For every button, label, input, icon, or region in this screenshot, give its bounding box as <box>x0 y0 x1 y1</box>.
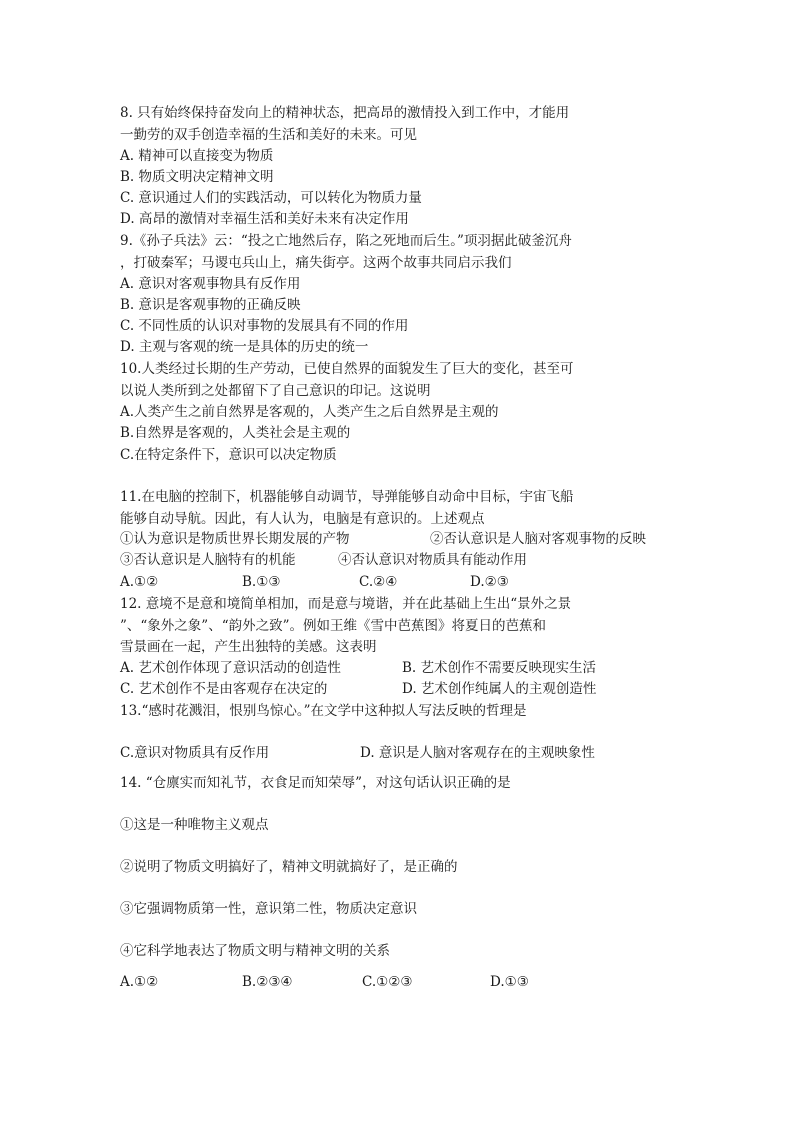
q14-option-c: C.①②③ <box>362 974 413 990</box>
q10-option-b: B.自然界是客观的，人类社会是主观的 <box>120 425 351 441</box>
q14-option-a: A.①② <box>120 974 159 990</box>
q12-stem-line-1: 12. 意境不是意和境简单相加，而是意与境谐，并在此基础上生出“景外之景 <box>120 596 572 612</box>
q12-option-c: C. 艺术创作不是由客观存在决定的 <box>120 681 328 697</box>
q14-statement-3: ③它强调物质第一性，意识第二性，物质决定意识 <box>120 901 417 917</box>
q11-option-d: D.②③ <box>470 574 509 590</box>
q11-statement-2: ②否认意识是人脑对客观事物的反映 <box>430 531 646 547</box>
q9-stem-line-2: ，打破秦军；马谡屯兵山上，痛失街亭。这两个故事共同启示我们 <box>120 255 512 271</box>
q12-option-d: D. 艺术创作纯属人的主观创造性 <box>402 681 597 697</box>
q10-stem-line-2: 以说人类所到之处都留下了自己意识的印记。这说明 <box>120 383 431 399</box>
q8-option-b: B. 物质文明决定精神文明 <box>120 169 274 185</box>
q13-stem: 13.“感时花溅泪，恨别鸟惊心。”在文学中这种拟人写法反映的哲理是 <box>120 703 527 719</box>
q14-statement-4: ④它科学地表达了物质文明与精神文明的关系 <box>120 943 390 959</box>
q8-option-a: A. 精神可以直接变为物质 <box>120 148 274 164</box>
q11-stem-line-1: 11.在电脑的控制下，机器能够自动调节，导弹能够自动命中目标，宇宙飞船 <box>120 489 574 505</box>
q8-option-d: D. 高昂的激情对幸福生活和美好未来有决定作用 <box>120 211 409 227</box>
q8-stem-line-2: 一勤劳的双手创造幸福的生活和美好的未来。可见 <box>120 127 417 143</box>
q9-option-b: B. 意识是客观事物的正确反映 <box>120 297 301 313</box>
q12-stem-line-3: 雪景画在一起，产生出独特的美感。这表明 <box>120 639 377 655</box>
q10-option-a: A.人类产生之前自然界是客观的，人类产生之后自然界是主观的 <box>120 404 499 420</box>
q12-option-b: B. 艺术创作不需要反映现实生活 <box>402 660 597 676</box>
q11-option-a: A.①② <box>120 574 159 590</box>
q9-option-d: D. 主观与客观的统一是具体的历史的统一 <box>120 339 369 355</box>
q9-option-a: A. 意识对客观事物具有反作用 <box>120 276 301 292</box>
q14-statement-1: ①这是一种唯物主义观点 <box>120 817 269 833</box>
q10-stem-line-1: 10.人类经过长期的生产劳动，已使自然界的面貌发生了巨大的变化，甚至可 <box>120 361 574 377</box>
q13-option-d: D. 意识是人脑对客观存在的主观映象性 <box>360 745 595 761</box>
q11-statement-4: ④否认意识对物质具有能动作用 <box>338 552 527 568</box>
q8-option-c: C. 意识通过人们的实践活动，可以转化为物质力量 <box>120 190 422 206</box>
q12-stem-line-2: ”、“象外之象”、“韵外之致”。例如王维《雪中芭蕉图》将夏日的芭蕉和 <box>120 618 547 634</box>
q11-statement-3: ③否认意识是人脑特有的机能 <box>120 552 296 568</box>
q9-stem-line-1: 9.《孙子兵法》云：“投之亡地然后存，陷之死地而后生。”项羽据此破釜沉舟 <box>120 233 572 249</box>
q11-option-c: C.②④ <box>359 574 398 590</box>
q14-stem: 14. “仓廪实而知礼节，衣食足而知荣辱”，对这句话认识正确的是 <box>120 775 511 791</box>
q11-option-b: B.①③ <box>242 574 281 590</box>
q14-option-d: D.①③ <box>490 974 529 990</box>
q11-stem-line-2: 能够自动导航。因此，有人认为，电脑是有意识的。上述观点 <box>120 511 485 527</box>
q11-statement-1: ①认为意识是物质世界长期发展的产物 <box>120 531 350 547</box>
q14-option-b: B.②③④ <box>242 974 293 990</box>
q9-option-c: C. 不同性质的认识对事物的发展具有不同的作用 <box>120 318 409 334</box>
q10-option-c: C.在特定条件下，意识可以决定物质 <box>120 447 337 463</box>
q8-stem-line-1: 8. 只有始终保持奋发向上的精神状态，把高昂的激情投入到工作中，才能用 <box>120 105 570 121</box>
q12-option-a: A. 艺术创作体现了意识活动的创造性 <box>120 660 341 676</box>
q13-option-c: C.意识对物质具有反作用 <box>120 745 270 761</box>
q14-statement-2: ②说明了物质文明搞好了，精神文明就搞好了，是正确的 <box>120 859 458 875</box>
